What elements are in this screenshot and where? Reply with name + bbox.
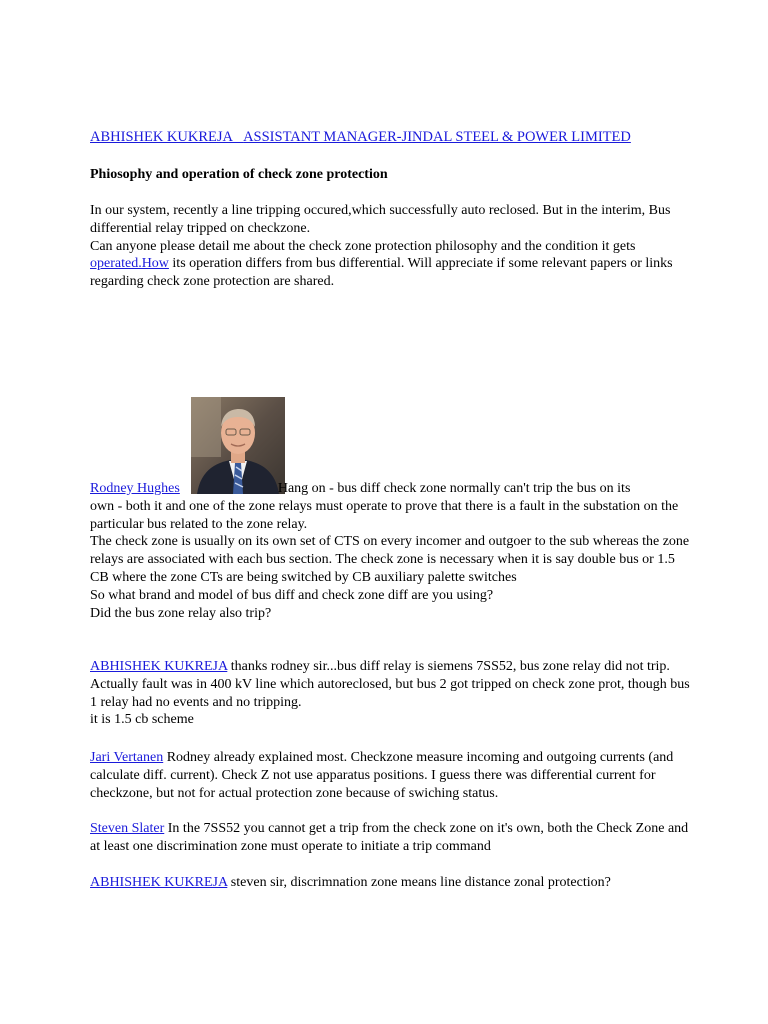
header-author-link[interactable] (90, 129, 631, 145)
abhishek-kukreja-link[interactable]: ABHISHEK KUKREJA (90, 875, 228, 890)
operated-how-link[interactable]: operated.How (90, 256, 169, 272)
reply-paragraph-2: The check zone is usually on its own set of CTS on every incomer and outgoer to the sub whereas the zone relays are associated with each bus section. The check zone is necessary when it is say double bus or 1.5 CB where the zone CTs are being switched by CB auxiliary palette switches (90, 534, 690, 585)
steven-slater-link[interactable]: Steven Slater (90, 821, 165, 836)
jari-vertanen-link[interactable]: Jari Vertanen (90, 750, 164, 765)
abhishek-kukreja-link[interactable]: ABHISHEK KUKREJA (90, 659, 228, 674)
question-text-b: its operation differs from bus differential. Will appreciate if some relevant papers or links regarding check zone protection are shared. (90, 256, 673, 290)
reply-paragraph-1 (90, 658, 690, 711)
reply-paragraph-1 (90, 820, 690, 856)
reply-abhishek-kukreja-2 (90, 874, 690, 892)
reply-paragraph-1 (90, 749, 690, 802)
question-text-a: Can anyone please detail me about the check zone protection philosophy and the condition it gets (90, 238, 636, 254)
question-paragraph-1: In our system, recently a line tripping occured,which successfully auto reclosed. But in the interim, Bus differential relay tripped on checkzone. (90, 203, 671, 236)
page-header (90, 129, 690, 147)
reply-steven-slater (90, 820, 690, 856)
reply-first-line (90, 480, 690, 498)
reply-paragraph-3: So what brand and model of bus diff and check zone diff are you using? (90, 587, 494, 603)
header-author-role: ASSISTANT MANAGER-JINDAL STEEL & POWER LIMITED (243, 129, 631, 145)
topic-title: Phiosophy and operation of check zone protection (90, 167, 388, 182)
reply-paragraph-2: it is 1.5 cb scheme (90, 712, 194, 728)
reply-rodney-hughes (90, 480, 690, 622)
question-post (90, 202, 690, 291)
reply-text-first: Hang on - bus diff check zone normally can't trip the bus on its (277, 481, 631, 496)
reply-paragraph-4: Did the bus zone relay also trip? (90, 605, 272, 621)
reply-text: thanks rodney sir...bus diff relay is siemens 7SS52, bus zone relay did not trip. Actually fault was in 400 kV line which autoreclosed, but bus 2 got tripped on check zone prot, though bus 1 relay had no events and no tripping. (90, 659, 690, 710)
reply-abhishek-kukreja-1 (90, 658, 690, 729)
header-author-name: ABHISHEK KUKREJA (90, 129, 233, 145)
reply-paragraph-1 (90, 874, 690, 892)
reply-jari-vertanen (90, 749, 690, 802)
reply-text: Rodney already explained most. Checkzone measure incoming and outgoing currents (and calculate diff. current). Check Z not use apparatus positions. I guess there was differential current for checkzone, but not for actual protection zone because of swiching status. (90, 750, 674, 801)
reply-text-rest: own - both it and one of the zone relays must operate to prove that there is a fault in the substation on the particular bus related to the zone relay. (90, 498, 679, 532)
question-paragraph-2 (90, 238, 690, 291)
rodney-hughes-link[interactable]: Rodney Hughes (90, 481, 180, 496)
reply-text: In the 7SS52 you cannot get a trip from the check zone on it's own, both the Check Zone and at least one discrimination zone must operate to initiate a trip command (90, 821, 689, 854)
reply-text: steven sir, discrimnation zone means line distance zonal protection? (227, 875, 611, 890)
